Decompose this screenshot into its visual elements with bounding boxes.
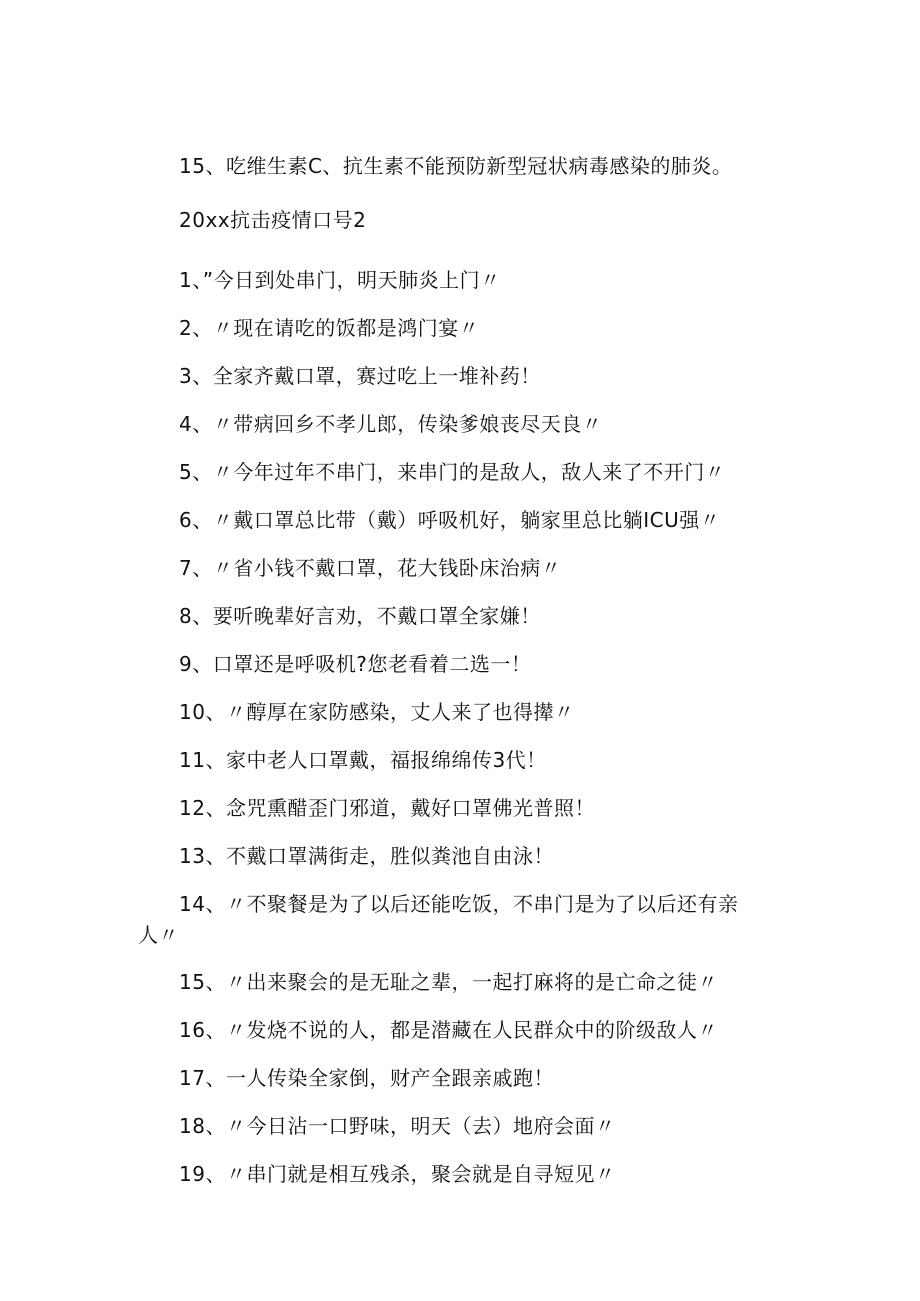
slogan-item: 1、”今日到处串门，明天肺炎上门〃 [179, 268, 501, 292]
slogan-item: 7、〃省小钱不戴口罩，花大钱卧床治病〃 [179, 556, 562, 580]
slogan-item: 19、〃串门就是相互残杀，聚会就是自寻短见〃 [179, 1162, 616, 1186]
slogan-item: 2、〃现在请吃的饭都是鸿门宴〃 [179, 316, 480, 340]
intro-item: 15、吃维生素C、抗生素不能预防新型冠状病毒感染的肺炎。 [179, 154, 733, 178]
slogan-item: 9、口罩还是呼吸机?您老看着二选一！ [179, 652, 532, 676]
slogan-item: 5、〃今年过年不串门，来串门的是敌人，敌人来了不开门〃 [179, 460, 726, 484]
slogan-item: 14、〃不聚餐是为了以后还能吃饭，不串门是为了以后还有亲 [179, 892, 739, 916]
slogan-item: 4、〃带病回乡不孝儿郎，传染爹娘丧尽天良〃 [179, 412, 603, 436]
slogan-item: 10、〃醇厚在家防感染，丈人来了也得撵〃 [179, 700, 575, 724]
slogan-item: 13、不戴口罩满街走，胜似粪池自由泳！ [179, 844, 554, 868]
slogan-item: 18、〃今日沾一口野味，明天（去）地府会面〃 [179, 1114, 616, 1138]
slogan-item: 12、念咒熏醋歪门邪道，戴好口罩佛光普照！ [179, 796, 595, 820]
slogan-item-continuation: 人〃 [138, 923, 179, 947]
slogan-item: 6、〃戴口罩总比带（戴）呼吸机好，躺家里总比躺ICU强〃 [179, 508, 721, 532]
slogan-item: 8、要听晚辈好言劝，不戴口罩全家嫌！ [179, 604, 541, 628]
slogan-item: 3、全家齐戴口罩，赛过吃上一堆补药！ [179, 364, 541, 388]
slogan-item: 11、家中老人口罩戴，福报绵绵传3代！ [179, 748, 547, 772]
slogan-item: 16、〃发烧不说的人，都是潜藏在人民群众中的阶级敌人〃 [179, 1018, 718, 1042]
slogan-item: 15、〃出来聚会的是无耻之辈，一起打麻将的是亡命之徒〃 [179, 970, 718, 994]
section-heading: 20xx抗击疫情口号2 [179, 208, 367, 232]
slogan-item: 17、一人传染全家倒，财产全跟亲戚跑！ [179, 1066, 554, 1090]
